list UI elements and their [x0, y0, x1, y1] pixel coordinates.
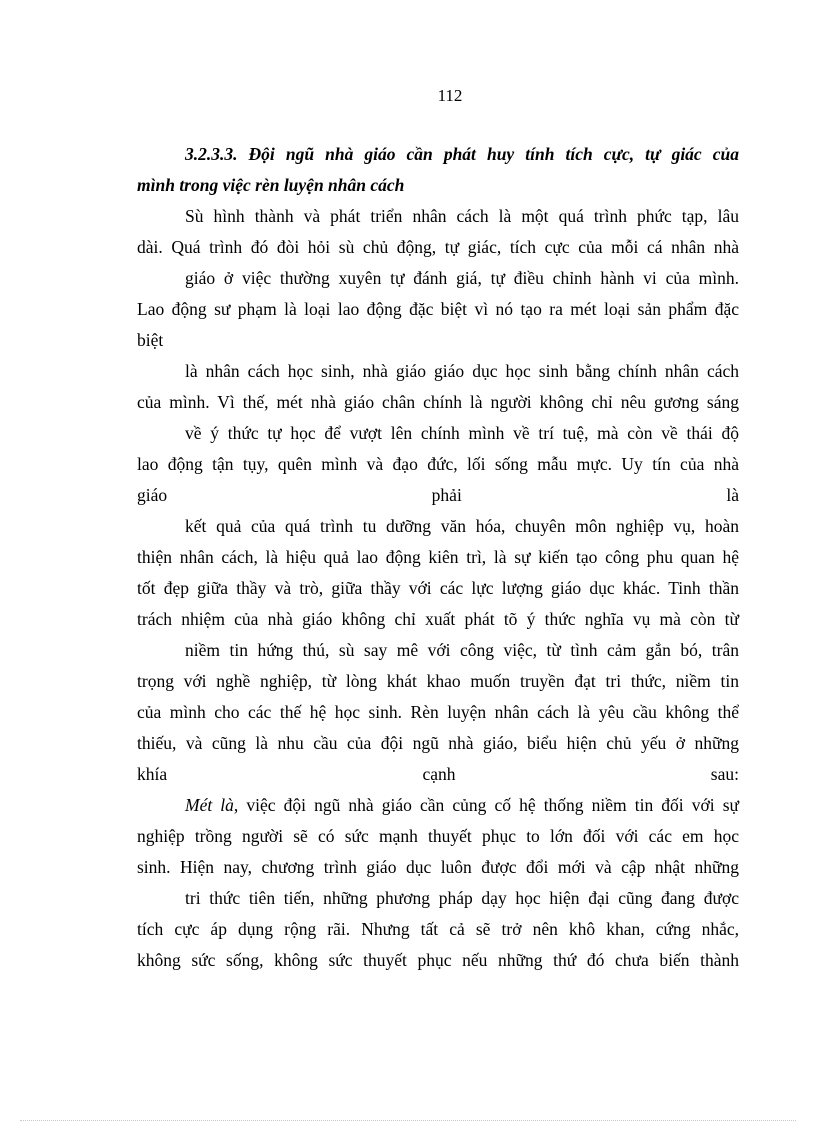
- body-line: thiện nhân cách, là hiệu quả lao động kiên trì, là sự kiến tạo công phu quan hệ: [137, 547, 739, 567]
- body-line: Sù hình thành và phát triển nhân cách là một quá trình phức tạp, lâu: [185, 206, 739, 226]
- spread-word: giáo: [137, 485, 168, 505]
- body-line: giáo ở việc thường xuyên tự đánh giá, tự điều chỉnh hành vi của mình.: [185, 268, 739, 288]
- spread-word: phải: [431, 485, 462, 505]
- spread-word: sau:: [710, 764, 739, 784]
- page-bottom-rule: [20, 1120, 796, 1121]
- body-line: không sức sống, không sức thuyết phục nếu những thứ đó chưa biến thành: [137, 950, 739, 970]
- section-heading-line-2: mình trong việc rèn luyện nhân cách: [137, 175, 405, 195]
- body-line: biệt: [137, 330, 164, 350]
- italic-lead: Mét là: [185, 795, 234, 815]
- body-line: của mình. Vì thế, mét nhà giáo chân chính là người không chỉ nêu gương sáng: [137, 392, 739, 412]
- body-line: tích cực áp dụng rộng rãi. Nhưng tất cả sẽ trở nên khô khan, cứng nhắc,: [137, 919, 739, 939]
- lead-rest: , việc đội ngũ nhà giáo cần củng cố hệ thống niềm tin đối với sự: [233, 795, 740, 815]
- spread-word: cạnh: [422, 764, 456, 784]
- body-line: tốt đẹp giữa thầy và trò, giữa thầy với các lực lượng giáo dục khác. Tinh thần: [137, 578, 739, 598]
- section-heading-line-1: 3.2.3.3. Đội ngũ nhà giáo cần phát huy tính tích cực, tự giác của: [185, 144, 739, 164]
- body-line: trách nhiệm của nhà giáo không chỉ xuất phát tõ ý thức nghĩa vụ mà còn từ: [137, 609, 739, 629]
- spread-word: là: [726, 485, 739, 505]
- spread-line: [137, 484, 739, 506]
- spread-line: [137, 763, 739, 785]
- body-line: lao động tận tụy, quên mình và đạo đức, lối sống mẫu mực. Uy tín của nhà: [137, 454, 739, 474]
- body-line: [185, 794, 739, 816]
- body-line: là nhân cách học sinh, nhà giáo giáo dục học sinh bằng chính nhân cách: [185, 361, 739, 381]
- spread-word: khía: [137, 764, 168, 784]
- body-line: dài. Quá trình đó đòi hỏi sù chủ động, tự giác, tích cực của mỗi cá nhân nhà: [137, 237, 739, 257]
- body-line: Lao động sư phạm là loại lao động đặc biệt vì nó tạo ra mét loại sản phẩm đặc: [137, 299, 739, 319]
- body-line: về ý thức tự học để vượt lên chính mình về trí tuệ, mà còn về thái độ: [185, 423, 739, 443]
- body-line: thiếu, và cũng là nhu cầu của đội ngũ nhà giáo, biểu hiện chủ yếu ở những: [137, 733, 739, 753]
- body-line: kết quả của quá trình tu dưỡng văn hóa, chuyên môn nghiệp vụ, hoàn: [185, 516, 739, 536]
- body-line: của mình cho các thế hệ học sinh. Rèn luyện nhân cách là yêu cầu không thể: [137, 702, 739, 722]
- body-line: tri thức tiên tiến, những phương pháp dạy học hiện đại cũng đang được: [185, 888, 739, 908]
- body-line: trọng với nghề nghiệp, từ lòng khát khao muốn truyền đạt tri thức, niềm tin: [137, 671, 739, 691]
- body-line: niềm tin hứng thú, sù say mê với công việc, từ tình cảm gắn bó, trân: [185, 640, 739, 660]
- body-line: nghiệp trồng người sẽ có sức mạnh thuyết phục to lớn đối với các em học: [137, 826, 739, 846]
- body-line: sinh. Hiện nay, chương trình giáo dục luôn được đổi mới và cập nhật những: [137, 857, 739, 877]
- page-number: 112: [437, 86, 463, 105]
